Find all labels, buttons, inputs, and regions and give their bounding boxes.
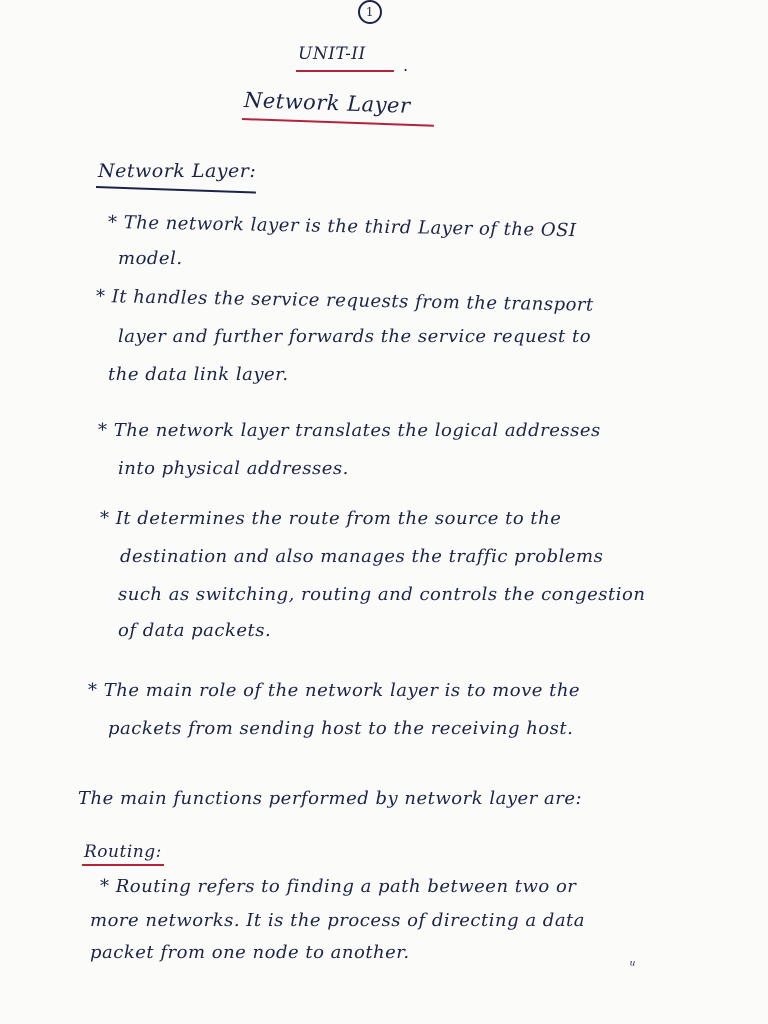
section-heading-routing: Routing: xyxy=(84,842,162,862)
section-heading-underline xyxy=(96,186,256,193)
note-line: The main functions performed by network layer are: xyxy=(78,788,583,809)
note-line: into physical addresses. xyxy=(118,458,349,479)
note-line: * The main role of the network layer is to move the xyxy=(88,680,581,701)
unit-dot: . xyxy=(403,56,409,75)
note-line: * The network layer translates the logical addresses xyxy=(98,420,601,441)
note-line: * The network layer is the third Layer of the OSI xyxy=(107,212,577,242)
ink-mark: ᵘ xyxy=(630,958,637,974)
note-line: of data packets. xyxy=(118,620,272,641)
routing-underline xyxy=(82,864,164,866)
note-line: model. xyxy=(118,248,183,269)
note-line: packets from sending host to the receiving host. xyxy=(108,718,574,739)
note-line: packet from one node to another. xyxy=(90,942,410,963)
unit-underline xyxy=(296,70,394,72)
note-line: * It determines the route from the source to the xyxy=(100,508,562,529)
note-line: more networks. It is the process of directing a data xyxy=(90,910,586,931)
page-title: Network Layer xyxy=(243,88,411,118)
note-line: the data link layer. xyxy=(108,364,289,385)
note-line: * Routing refers to finding a path between two or xyxy=(100,876,577,897)
page-number: 1 xyxy=(358,0,382,24)
note-line: destination and also manages the traffic problems xyxy=(120,546,604,567)
title-underline xyxy=(242,118,434,127)
unit-heading: UNIT-II xyxy=(298,44,366,64)
note-line: layer and further forwards the service request to xyxy=(118,326,592,347)
note-line: such as switching, routing and controls the congestion xyxy=(118,584,646,605)
note-line: * It handles the service requests from the transport xyxy=(95,286,594,316)
section-heading-network-layer: Network Layer: xyxy=(98,160,257,182)
